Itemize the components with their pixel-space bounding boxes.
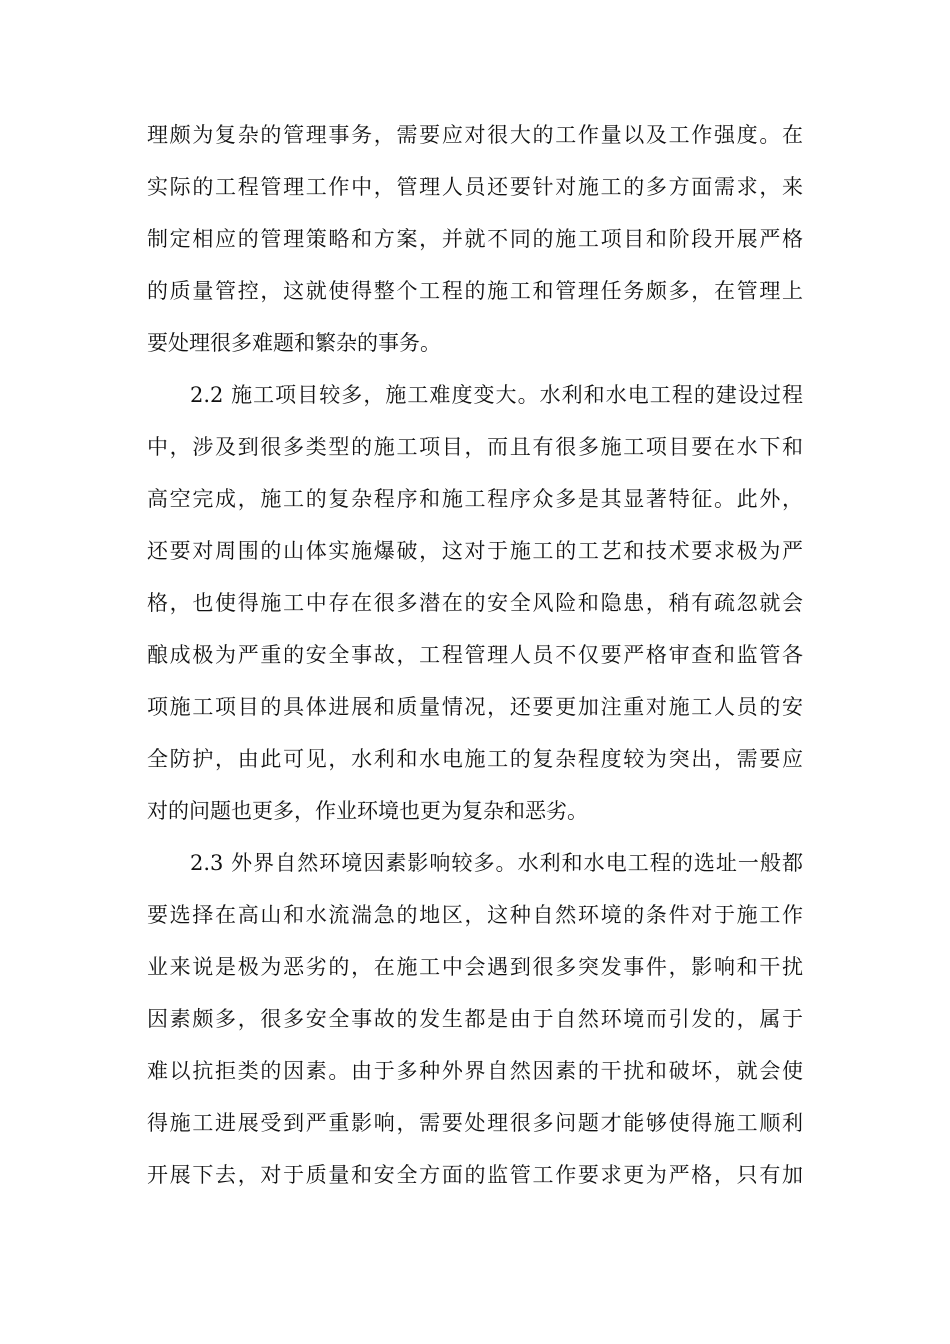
text-line: 业来说是极为恶劣的，在施工中会遇到很多突发事件，影响和干扰 (147, 955, 803, 979)
text-line: 的质量管控，这就使得整个工程的施工和管理任务颇多，在管理上 (147, 279, 803, 303)
text-line: 难以抗拒类的因素。由于多种外界自然因素的干扰和破坏，就会使 (147, 1059, 803, 1083)
text-line: 要处理很多难题和繁杂的事务。 (147, 331, 441, 355)
text-line: 2.2 施工项目较多，施工难度变大。水利和水电工程的建设过程 (190, 383, 803, 407)
text-line: 制定相应的管理策略和方案，并就不同的施工项目和阶段开展严格 (147, 227, 803, 251)
text-line: 格，也使得施工中存在很多潜在的安全风险和隐患，稍有疏忽就会 (147, 591, 803, 615)
text-line: 中，涉及到很多类型的施工项目，而且有很多施工项目要在水下和 (147, 435, 803, 459)
text-line: 酿成极为严重的安全事故，工程管理人员不仅要严格审查和监管各 (147, 643, 803, 667)
text-line: 还要对周围的山体实施爆破，这对于施工的工艺和技术要求极为严 (147, 539, 803, 563)
text-line: 对的问题也更多，作业环境也更为复杂和恶劣。 (147, 799, 588, 823)
text-line: 要选择在高山和水流湍急的地区，这种自然环境的条件对于施工作 (147, 903, 803, 927)
text-line: 2.3 外界自然环境因素影响较多。水利和水电工程的选址一般都 (190, 851, 803, 875)
text-line: 理颇为复杂的管理事务，需要应对很大的工作量以及工作强度。在 (147, 123, 803, 147)
text-line: 得施工进展受到严重影响，需要处理很多问题才能够使得施工顺利 (147, 1111, 803, 1135)
text-line: 项施工项目的具体进展和质量情况，还要更加注重对施工人员的安 (147, 695, 803, 719)
text-line: 高空完成，施工的复杂程序和施工程序众多是其显著特征。此外， (147, 487, 803, 511)
text-line: 因素颇多，很多安全事故的发生都是由于自然环境而引发的，属于 (147, 1007, 803, 1031)
text-line: 实际的工程管理工作中，管理人员还要针对施工的多方面需求，来 (147, 175, 803, 199)
text-line: 开展下去，对于质量和安全方面的监管工作要求更为严格，只有加 (147, 1163, 803, 1187)
text-line: 全防护，由此可见，水利和水电施工的复杂程度较为突出，需要应 (147, 747, 803, 771)
